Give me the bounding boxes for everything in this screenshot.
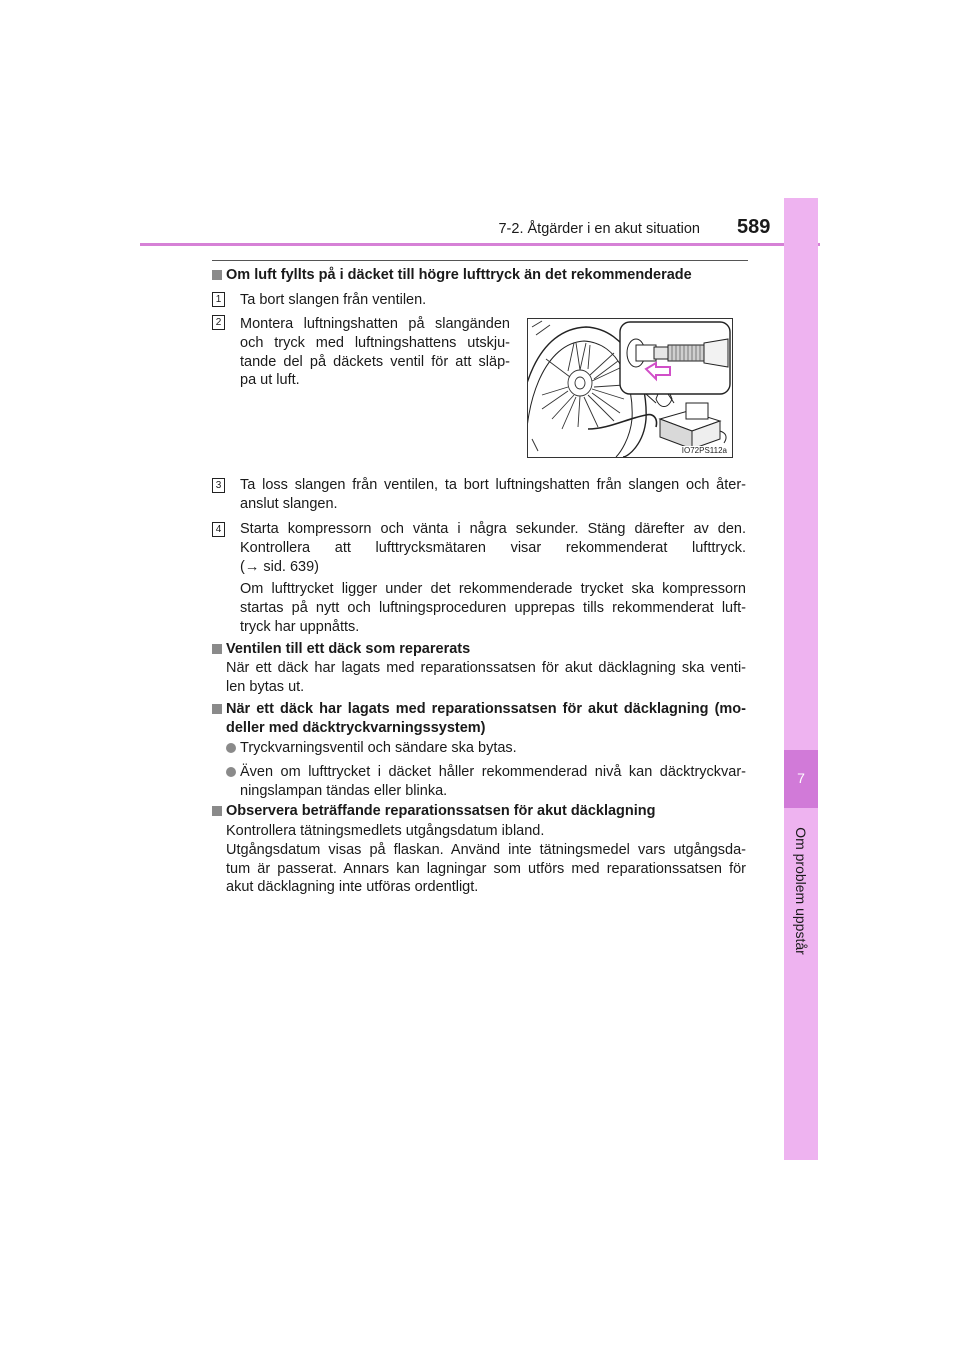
step-note-block [240,580,746,636]
step-line: och tryck med luftningshattens utskju- [240,334,510,351]
note-line: startas på nytt och luftningsproceduren upprepas tills rekommenderat luft- [240,599,746,616]
step-number: 1 [212,292,225,307]
content-top-rule [212,260,748,261]
step-line: Ta loss slangen från ventilen, ta bort luftningshatten från slangen och åter- [240,477,746,493]
step-line: tande del på däckets ventil för att släp- [240,353,510,370]
step-number: 4 [212,522,225,537]
body-line: Utgångsdatum visas på flaskan. Använd inte tätningsmedel vars utgångsda- [226,841,746,858]
body-line: akut däcklagning inte utföras ordentligt. [226,879,479,896]
section-heading-line: deller med däcktryckvarningssystem) [226,719,486,736]
heading-square-icon [212,806,222,816]
bullet-dot-icon [226,743,236,753]
section-body [226,659,746,697]
chapter-side-tab [784,198,818,1160]
tire-deflation-illustration [527,318,733,458]
step-text-block [240,520,746,576]
body-line: tum är passerat. Annars kan lagningar som utförs med reparationssatsen för [226,860,746,877]
step-line: pa ut luft. [240,372,300,389]
step-text: Ta bort slangen från ventilen. [240,292,427,308]
section-heading: Om luft fyllts på i däcket till högre lufttryck än det rekommenderade [226,267,692,283]
section-heading: Observera beträffande reparationssatsen för akut däcklagning [226,803,656,819]
bullet-text: Tryckvarningsventil och sändare ska bytas. [240,740,517,756]
chapter-number: 7 [797,770,805,786]
bullet-line: Även om lufttrycket i däcket håller rekommenderad nivå kan däcktryckvar- [240,764,746,780]
step-number: 2 [212,315,225,330]
step-line: Starta kompressorn och vänta i några sekunder. Stäng därefter av den. [240,521,746,537]
body-line: Kontrollera tätningsmedlets utgångsdatum ibland. [226,823,545,839]
note-line: tryck har uppnåtts. [240,618,360,635]
section-heading: Ventilen till ett däck som reparerats [226,641,471,657]
bullet-text-block [240,763,746,801]
header-rule [140,243,820,246]
step-text-block [240,476,746,514]
section-body [226,822,746,897]
heading-square-icon [212,270,222,280]
section-heading-block [226,700,746,738]
page-number: 589 [737,216,771,238]
note-line: Om lufttrycket ligger under det rekommenderade trycket ska kompressorn [240,581,746,597]
illustration-code: IO72PS112a [681,446,727,455]
step-line: Montera luftningshatten på slangänden [240,316,510,332]
heading-square-icon [212,644,222,654]
wheel-compressor-drawing [528,319,732,457]
section-heading-line: När ett däck har lagats med reparationssatsen för akut däcklagning (mo- [226,701,746,717]
body-line: len bytas ut. [226,678,305,695]
bullet-dot-icon [226,767,236,777]
step-number: 3 [212,478,225,493]
bullet-line: ningslampan tändas eller blinka. [240,782,448,799]
chapter-title: Om problem uppstår [793,827,809,955]
step-line: Kontrollera att lufttrycksmätaren visar rekommenderat lufttryck. [240,539,746,556]
step-text-block [240,315,510,390]
step-line: anslut slangen. [240,495,338,512]
step-line: (→ sid. 639) [240,558,319,575]
body-line: När ett däck har lagats med reparationssatsen för akut däcklagning ska venti- [226,660,746,676]
heading-square-icon [212,704,222,714]
section-title: 7-2. Åtgärder i en akut situation [498,221,700,237]
